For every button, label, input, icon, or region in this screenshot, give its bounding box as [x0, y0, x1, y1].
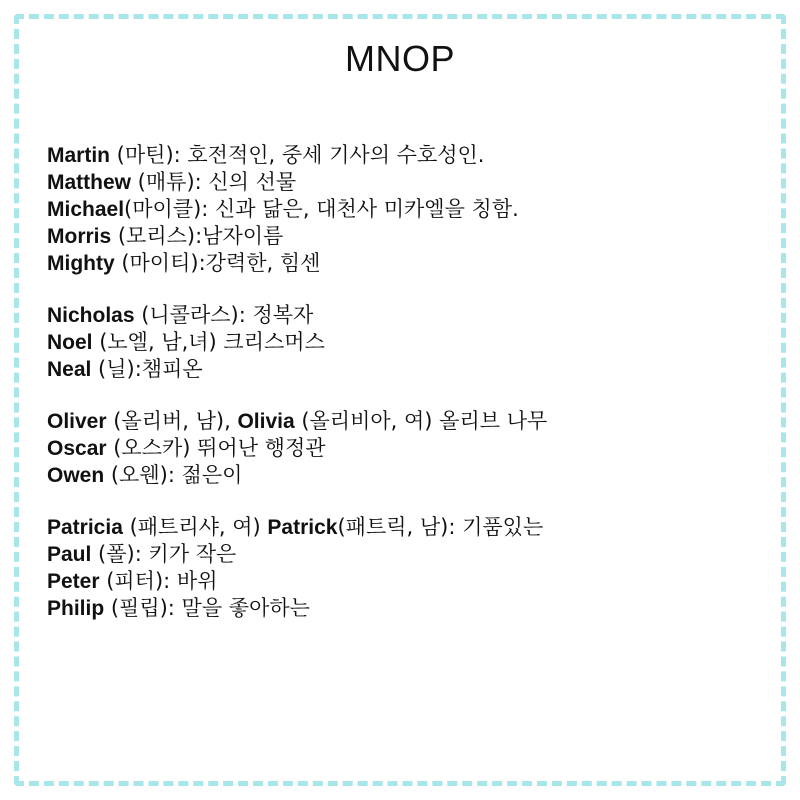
entry-name-secondary: Olivia [237, 410, 295, 433]
entry-name: Neal [47, 358, 92, 381]
entry-name: Martin [47, 144, 110, 167]
list-item [47, 435, 767, 462]
entry-meaning: (마이클): 신과 닮은, 대천사 미카엘을 칭함. [124, 197, 519, 221]
entry-name: Paul [47, 543, 92, 566]
list-item [47, 356, 767, 383]
entry-name: Nicholas [47, 304, 135, 327]
group-n [47, 302, 767, 383]
list-item [47, 223, 767, 250]
group-spacer [47, 277, 767, 302]
page-title: MNOP [345, 38, 455, 79]
entry-name: Peter [47, 570, 100, 593]
list-item [47, 595, 767, 622]
entry-name: Mighty [47, 252, 115, 275]
group-o [47, 408, 767, 489]
name-list [47, 142, 767, 622]
group-p [47, 514, 767, 622]
entry-name: Oliver [47, 410, 107, 433]
list-item [47, 142, 767, 169]
list-item [47, 196, 767, 223]
list-item [47, 541, 767, 568]
list-item [47, 169, 767, 196]
entry-meaning: (피터): 바위 [99, 569, 218, 593]
entry-meaning: (니콜라스): 정복자 [134, 303, 314, 327]
entry-name: Philip [47, 597, 105, 620]
list-item [47, 302, 767, 329]
entry-name: Oscar [47, 437, 107, 460]
entry-meaning: (마틴): 호전적인, 중세 기사의 수호성인. [110, 143, 485, 167]
entry-meaning: (필립): 말을 좋아하는 [104, 596, 310, 620]
list-item [47, 250, 767, 277]
list-item [47, 408, 767, 435]
list-item [47, 514, 767, 541]
entry-name: Patricia [47, 516, 123, 539]
group-spacer [47, 489, 767, 514]
entry-meaning: (매튜): 신의 선물 [131, 170, 297, 194]
entry-name: Morris [47, 225, 112, 248]
entry-meaning: (마이티):강력한, 힘센 [114, 251, 321, 275]
entry-meaning: (오웬): 젊은이 [104, 463, 243, 487]
entry-name-secondary: Patrick [267, 516, 338, 539]
entry-meaning: (폴): 키가 작은 [91, 542, 237, 566]
entry-name: Michael [47, 198, 125, 221]
entry-meaning: (닐):챔피온 [91, 357, 203, 381]
entry-meaning: (오스카) 뛰어난 행정관 [106, 436, 326, 460]
entry-meaning-secondary: (올리비아, 여) 올리브 나무 [294, 409, 548, 433]
entry-meaning-secondary: (패트릭, 남): 기품있는 [337, 515, 544, 539]
entry-name: Owen [47, 464, 105, 487]
entry-meaning: (노엘, 남,녀) 크리스머스 [92, 330, 325, 354]
entry-meaning: (패트리샤, 여) [122, 515, 268, 539]
entry-name: Matthew [47, 171, 131, 194]
entry-name: Noel [47, 331, 93, 354]
group-spacer [47, 383, 767, 408]
group-m [47, 142, 767, 277]
list-item [47, 568, 767, 595]
list-item [47, 329, 767, 356]
list-item [47, 462, 767, 489]
entry-meaning: (올리버, 남), [106, 409, 238, 433]
entry-meaning: (모리스):남자이름 [111, 224, 284, 248]
